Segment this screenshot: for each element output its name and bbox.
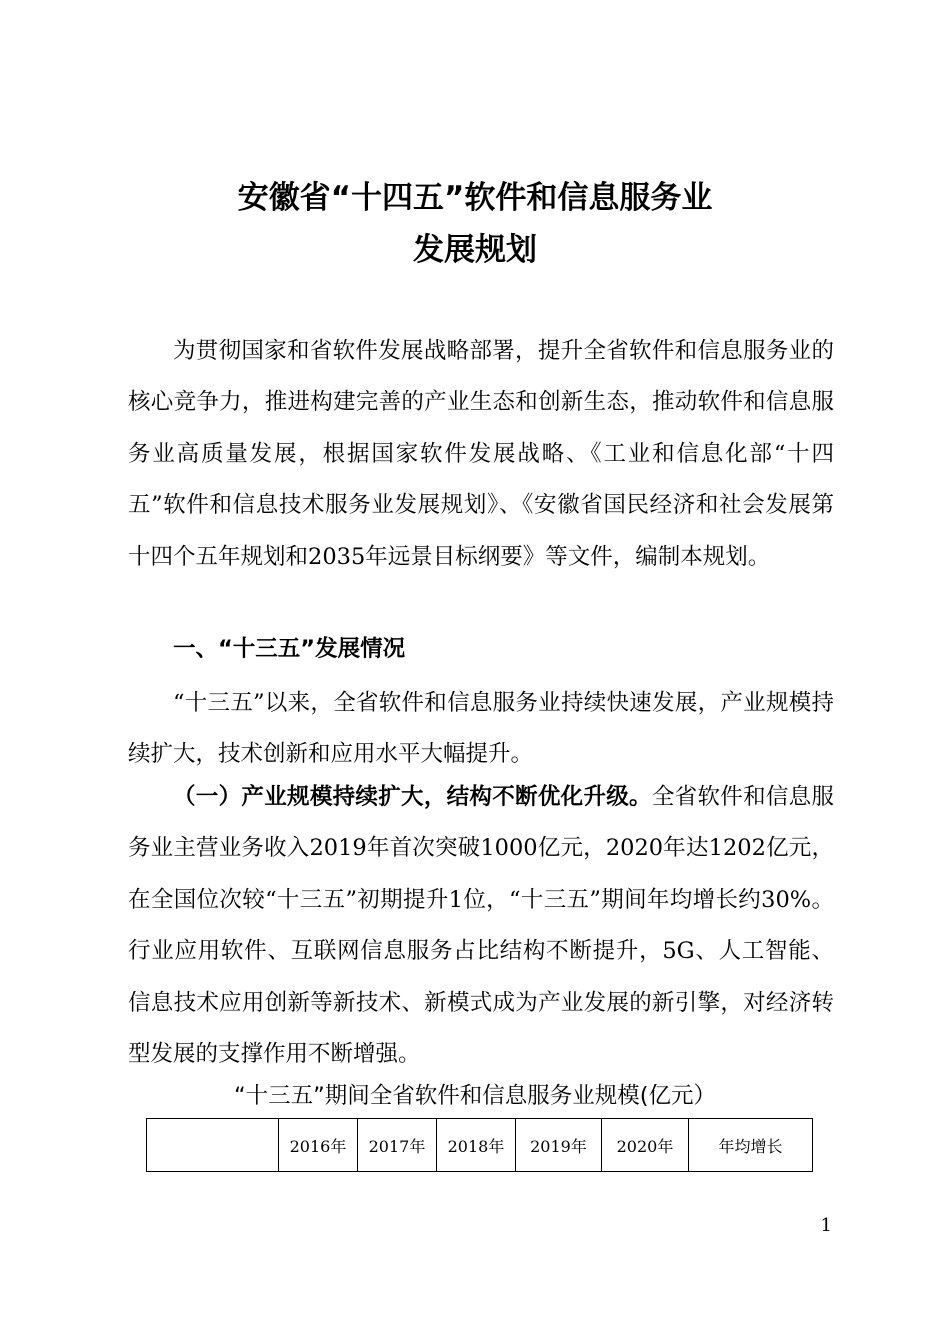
- subsection1-paragraph: [128, 772, 834, 1080]
- table-header-cell: 2019年: [516, 1119, 602, 1172]
- table-header-cell: 年均增长: [689, 1119, 813, 1172]
- table-header-cell: 2020年: [602, 1119, 689, 1172]
- table-header-cell: [147, 1119, 279, 1172]
- intro-paragraph: 为贯彻国家和省软件发展战略部署，提升全省软件和信息服务业的核心竞争力，推进构建完善的产业生态和创新生态，推动软件和信息服务业高质量发展，根据国家软件发展战略、《工业和信息化部“十四五”软件和信息技术服务业发展规划》、《安徽省国民经济和社会发展第十四个五年规划和2035年远景目标纲要》等文件，编制本规划。: [128, 338, 834, 570]
- subsection1-text: 全省软件和信息服务业主营业务收入2019年首次突破1000亿元，2020年达1202亿元，在全国位次较“十三五”初期提升1位，“十三五”期间年均增长约30%。行业应用软件、互联网信息服务占比结构不断提升，5G、人工智能、信息技术应用创新等新技术、新模式成为产业发展的新引擎，对经济转型发展的支撑作用不断增强。: [128, 784, 834, 1068]
- document-title-line2: 发展规划: [413, 232, 537, 268]
- subsection1-lead: （一）产业规模持续扩大，结构不断优化升级。: [173, 784, 652, 810]
- section1-heading: 一、“十三五”发展情况: [173, 636, 406, 662]
- table-header-cell: 2017年: [358, 1119, 437, 1172]
- revenue-table: [146, 1118, 813, 1172]
- document-title-line1: 安徽省“十四五”软件和信息服务业: [237, 180, 713, 216]
- table-header-row: [147, 1119, 813, 1172]
- table-header-cell: 2016年: [279, 1119, 358, 1172]
- table-header-cell: 2018年: [437, 1119, 516, 1172]
- section1-paragraph: “十三五”以来，全省软件和信息服务业持续快速发展，产业规模持续扩大，技术创新和应用水平大幅提升。: [128, 690, 834, 768]
- page-number: 1: [820, 1215, 832, 1236]
- table-title: “十三五”期间全省软件和信息服务业规模(亿元）: [233, 1083, 717, 1109]
